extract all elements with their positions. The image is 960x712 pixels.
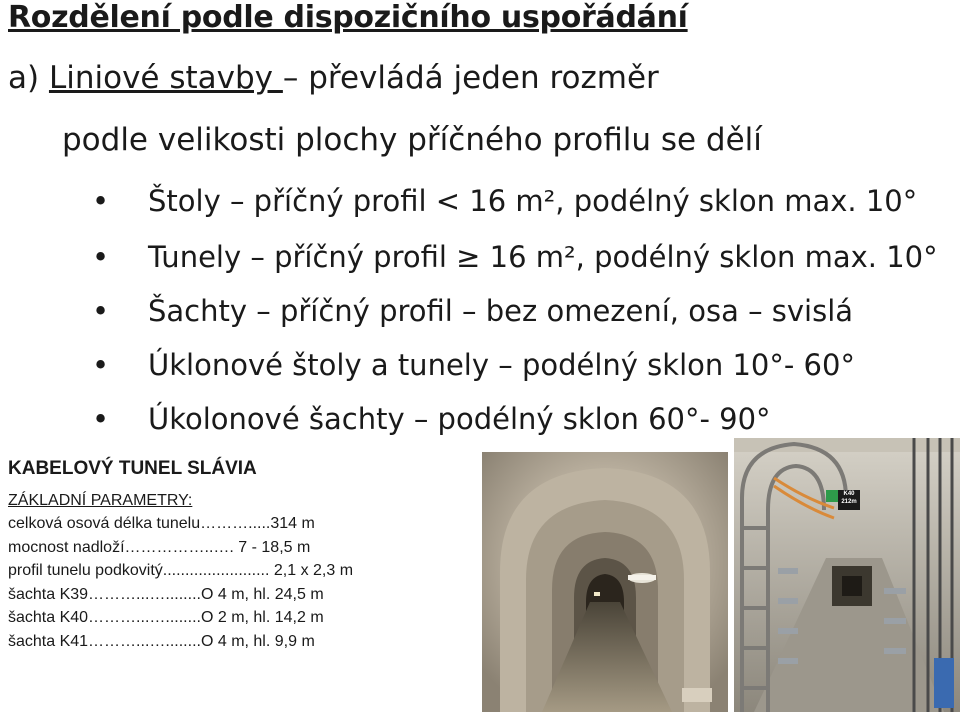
k40-sign [838, 490, 860, 510]
parameters-block [8, 458, 353, 653]
bullet-dot: • [92, 240, 110, 274]
bullet-text: Štoly – příčný profil < 16 m², podélný sklon max. 10° [148, 184, 918, 218]
bullet-text: Šachty – příčný profil – bez omezení, osa – svislá [148, 294, 854, 328]
parameter-line: mocnost nadloží……………..…. 7 - 18,5 m [8, 538, 311, 556]
bullet-dot: • [92, 348, 110, 382]
subheading [8, 60, 659, 96]
parameter-line: profil tunelu podkovitý........................ 2,1 x 2,3 m [8, 562, 354, 579]
cable-tunnel-photo [734, 438, 960, 712]
k40-sign-line1: K40 [843, 491, 855, 497]
subheading-rest: – převládá jeden rozměr [282, 60, 659, 96]
parameter-line: šachta K41………...…........O 4 m, hl. 9,9 m [8, 632, 315, 650]
parameters-subtitle: ZÁKLADNÍ PARAMETRY: [8, 492, 193, 509]
subheading-underlined: Liniové stavby [48, 60, 283, 96]
bullet-text: Úklonové štoly a tunely – podélný sklon 10°- 60° [148, 348, 855, 382]
bullet-text: Tunely – příčný profil ≥ 16 m², podélný sklon max. 10° [148, 240, 938, 274]
subheading-prefix: a) [8, 60, 49, 96]
intro-text: podle velikosti plochy příčného profilu se dělí [62, 122, 762, 158]
bullet-dot: • [92, 184, 110, 218]
tunnel-corridor-photo [482, 452, 728, 712]
parameter-line: celková osová délka tunelu……….....314 m [8, 515, 315, 532]
parameters-title: KABELOVÝ TUNEL SLÁVIA [8, 458, 257, 479]
bullet-dot: • [92, 294, 110, 328]
parameter-line: šachta K39………...…........O 4 m, hl. 24,5 m [8, 585, 324, 603]
parameter-line: šachta K40………...…........O 2 m, hl. 14,2 m [8, 609, 324, 626]
slide-title: Rozdělení podle dispozičního uspořádání [8, 0, 688, 35]
k40-sign-line2: 212m [841, 499, 857, 505]
bullet-text: Úkolonové šachty – podélný sklon 60°- 90° [148, 402, 771, 436]
bullet-dot: • [92, 402, 110, 436]
